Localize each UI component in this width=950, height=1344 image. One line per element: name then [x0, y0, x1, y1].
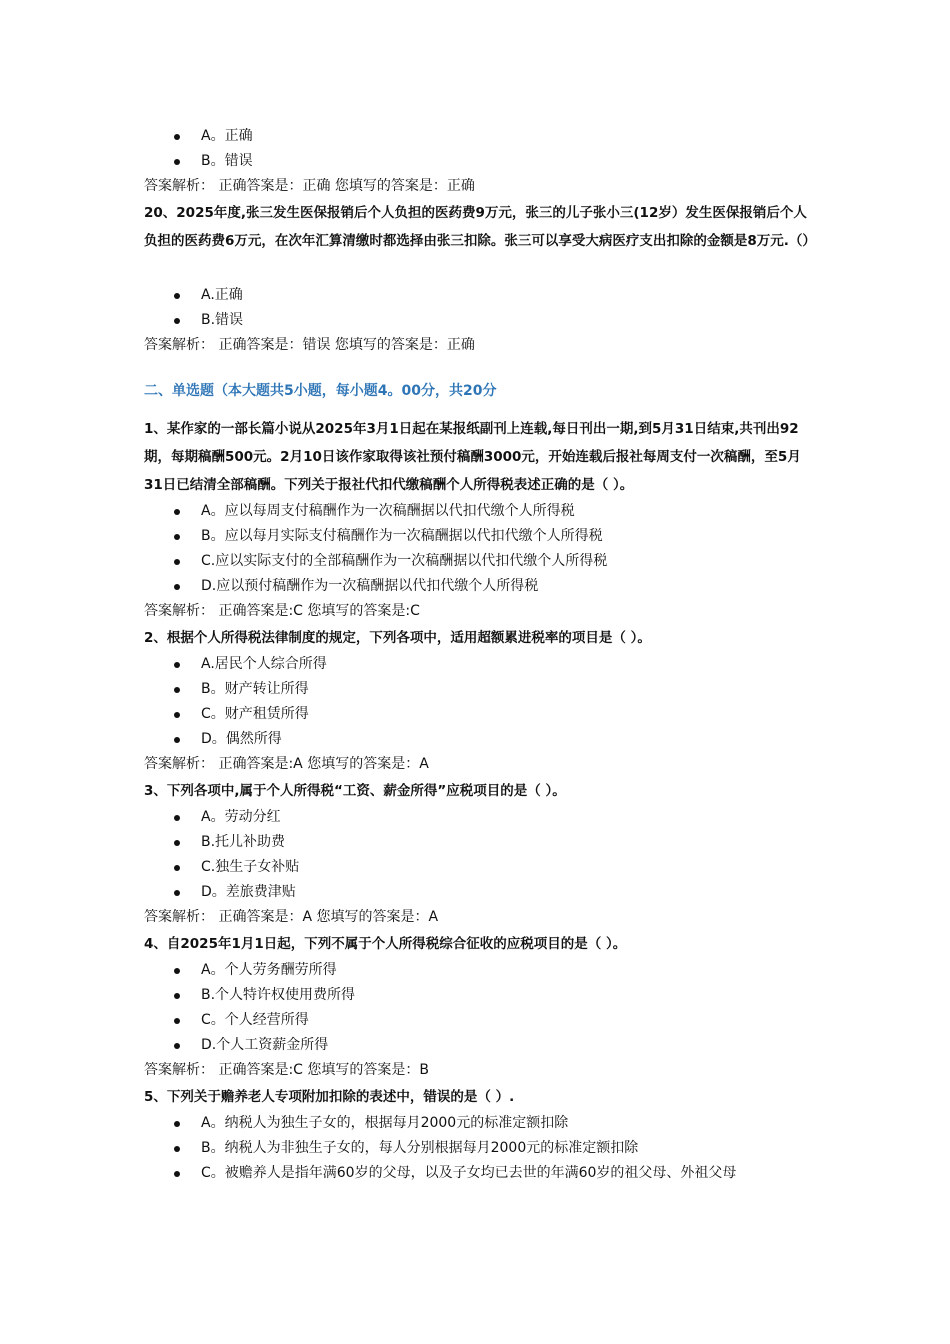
- question-text: 20、2025年度,张三发生医保报销后个人负担的医药费9万元，张三的儿子张小三(12岁）发生医保报销后个人负担的医药费6万元，在次年汇算清缴时都选择由张三扣除。张三可以享受大病医疗支出扣除的金额是8万元.（）: [144, 205, 816, 249]
- bullet-icon: [174, 840, 180, 846]
- bullet-icon: [174, 134, 180, 140]
- bullet-icon: [174, 293, 180, 299]
- question-options: [144, 652, 814, 752]
- bullet-icon: [174, 890, 180, 896]
- question-options: [144, 805, 814, 905]
- bullet-icon: [174, 1121, 180, 1127]
- option-item: A。应以每周支付稿酬作为一次稿酬据以代扣代缴个人所得税: [144, 499, 814, 524]
- option-item: B。财产转让所得: [144, 677, 814, 702]
- question-options: [144, 958, 814, 1058]
- answer-analysis: 答案解析： 正确答案是：错误 您填写的答案是：正确: [144, 337, 475, 353]
- bullet-icon: [174, 1146, 180, 1152]
- option-item: C.应以实际支付的全部稿酬作为一次稿酬据以代扣代缴个人所得税: [144, 549, 814, 574]
- bullet-icon: [174, 1018, 180, 1024]
- bullet-icon: [174, 865, 180, 871]
- option-item: D.应以预付稿酬作为一次稿酬据以代扣代缴个人所得税: [144, 574, 814, 599]
- question-options: [144, 499, 814, 599]
- bullet-icon: [174, 1043, 180, 1049]
- option-item: A。正确: [144, 124, 814, 149]
- option-item: A。个人劳务酬劳所得: [144, 958, 814, 983]
- option-item: A.居民个人综合所得: [144, 652, 814, 677]
- question-text: 5、下列关于赡养老人专项附加扣除的表述中，错误的是（ ）.: [144, 1089, 515, 1105]
- option-item: B。纳税人为非独生子女的，每人分别根据每月2000元的标准定额扣除: [144, 1136, 814, 1161]
- question-text: 3、下列各项中,属于个人所得税“工资、薪金所得”应税项目的是（ ）。: [144, 783, 566, 799]
- option-item: C。被赡养人是指年满60岁的父母，以及子女均已去世的年满60岁的祖父母、外祖父母: [144, 1161, 814, 1186]
- option-item: A.正确: [144, 283, 814, 308]
- option-item: D。偶然所得: [144, 727, 814, 752]
- bullet-icon: [174, 534, 180, 540]
- q20-options: [144, 283, 814, 333]
- option-item: B.托儿补助费: [144, 830, 814, 855]
- bullet-icon: [174, 993, 180, 999]
- bullet-icon: [174, 509, 180, 515]
- question-text: 2、根据个人所得税法律制度的规定，下列各项中，适用超额累进税率的项目是（ ）。: [144, 630, 651, 646]
- answer-analysis: 答案解析： 正确答案是:A 您填写的答案是：A: [144, 756, 429, 772]
- option-item: C。个人经营所得: [144, 1008, 814, 1033]
- option-item: D。差旅费津贴: [144, 880, 814, 905]
- option-item: C。财产租赁所得: [144, 702, 814, 727]
- bullet-icon: [174, 815, 180, 821]
- section-title: 二、单选题（本大题共5小题，每小题4。00分，共20分: [144, 383, 497, 399]
- option-item: A。纳税人为独生子女的，根据每月2000元的标准定额扣除: [144, 1111, 814, 1136]
- document-content: [144, 124, 814, 1186]
- bullet-icon: [174, 159, 180, 165]
- bullet-icon: [174, 584, 180, 590]
- option-item: D.个人工资薪金所得: [144, 1033, 814, 1058]
- option-item: C.独生子女补贴: [144, 855, 814, 880]
- bullet-icon: [174, 559, 180, 565]
- option-item: B。错误: [144, 149, 814, 174]
- bullet-icon: [174, 662, 180, 668]
- option-item: A。劳动分红: [144, 805, 814, 830]
- bullet-icon: [174, 712, 180, 718]
- answer-analysis: 答案解析： 正确答案是：A 您填写的答案是：A: [144, 909, 439, 925]
- answer-analysis: 答案解析： 正确答案是:C 您填写的答案是:C: [144, 603, 420, 619]
- answer-analysis: 答案解析： 正确答案是:C 您填写的答案是：B: [144, 1062, 429, 1078]
- q19-options: [144, 124, 814, 174]
- option-item: B。应以每月实际支付稿酬作为一次稿酬据以代扣代缴个人所得税: [144, 524, 814, 549]
- bullet-icon: [174, 687, 180, 693]
- bullet-icon: [174, 968, 180, 974]
- answer-analysis: 答案解析： 正确答案是：正确 您填写的答案是：正确: [144, 178, 475, 194]
- option-item: B.个人特许权使用费所得: [144, 983, 814, 1008]
- bullet-icon: [174, 1171, 180, 1177]
- question-options: [144, 1111, 814, 1186]
- bullet-icon: [174, 318, 180, 324]
- option-item: B.错误: [144, 308, 814, 333]
- bullet-icon: [174, 737, 180, 743]
- question-text: 4、自2025年1月1日起，下列不属于个人所得税综合征收的应税项目的是（ ）。: [144, 936, 627, 952]
- question-text: 1、某作家的一部长篇小说从2025年3月1日起在某报纸副刊上连载,每日刊出一期,到5月31日结束,共刊出92期，每期稿酬500元。2月10日该作家取得该社预付稿酬3000元，开始连载后报社每周支付一次稿酬，至5月31日已结清全部稿酬。下列关于报社代扣代缴稿酬个人所得税表述正确的是（ ）。: [144, 421, 801, 493]
